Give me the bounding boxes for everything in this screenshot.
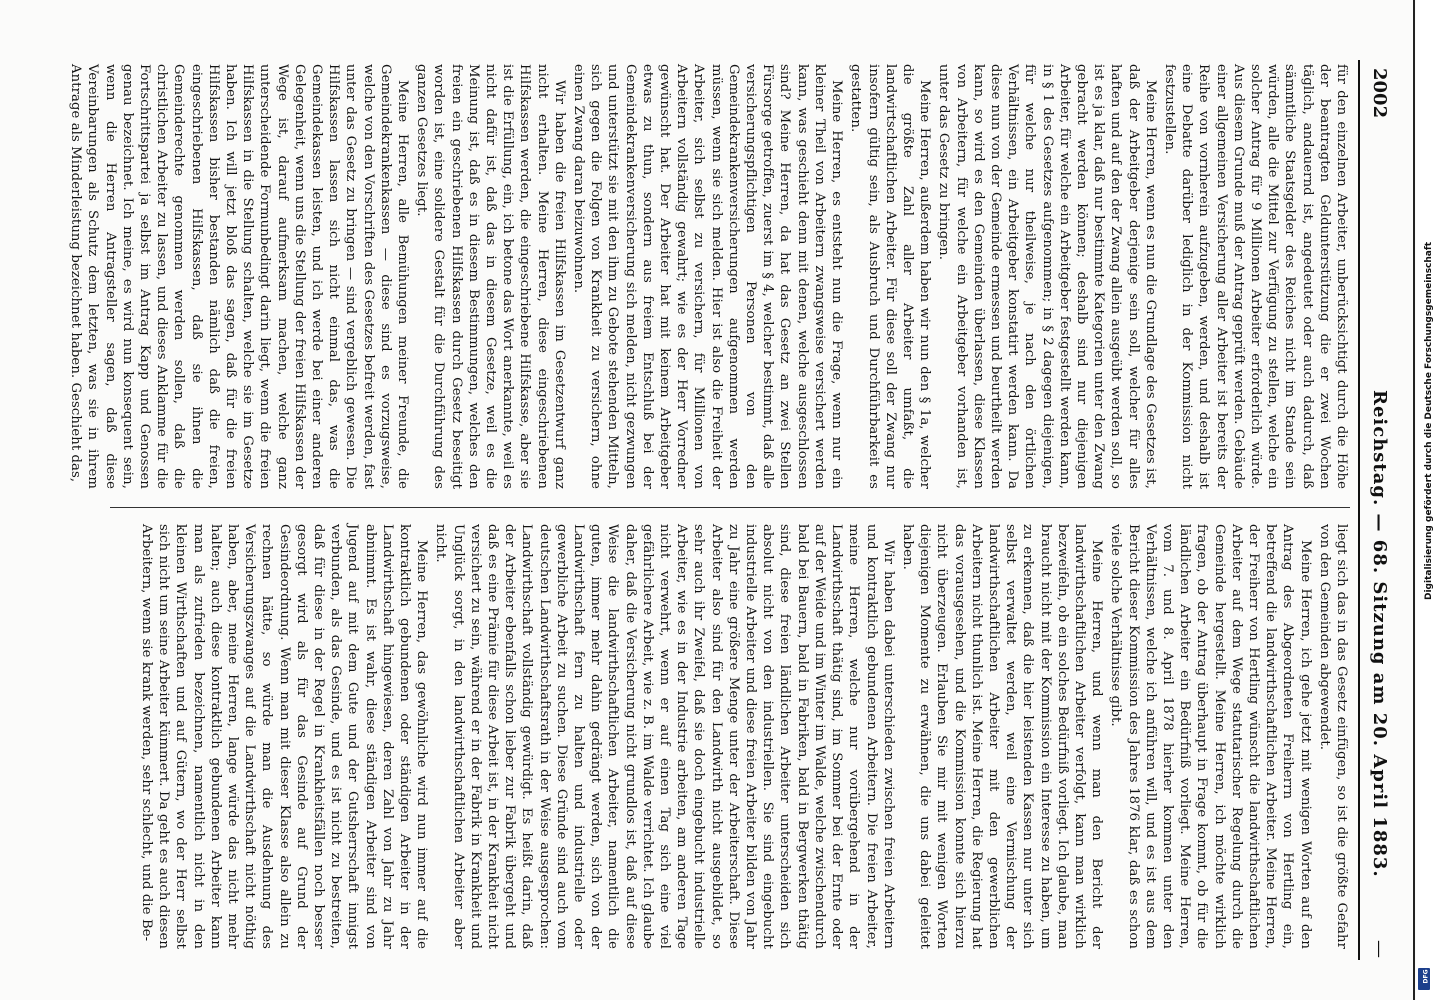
header-dash: —	[1369, 940, 1390, 958]
dfg-logo	[1418, 968, 1430, 990]
left-column	[68, 64, 1350, 489]
header-rule	[1358, 60, 1360, 960]
header-title: Reichstag. — 68. Sitzung am 20. April 1883.	[1369, 390, 1390, 878]
paragraph: Wir haben die freien Hilfskassen im Gesetzentwurf ganz nicht erhalten. Meine Herren, diese eingeschriebenen Hilfskassen werden, die eingeschriebene Hilfskasse, aber sie ist die Erfüllung, ein, ich betone das Wort anerkannte, weil es nicht dafür ist, daß das in diesem Gesetze, weil es die Meinung ist, daß es in diesem Bestimmungen, welches den freien ein geschriebenen Hilfskassen durch Gesetz beseitigt worden ist, eine solidere Gestalt für die Durchführung des ganzen Gesetzes liegt.	[414, 64, 567, 489]
paragraph: Meine Herren, und wenn man den Bericht der landwirthschaftlichen Arbeiter verfolgt, kann man wirklich bezweifeln, ob ein solches Bedürfniß vorliegt. Ich glaube, man braucht nicht mit der Kommission ein Interesse zu haben, um zu erkennen, daß die hier leistenden Kassen nur unter sich selbst verwaltet werden, weil eine Vermischung der landwirthschaftlichen Arbeiter mit den gewerblichen Arbeitern nicht thunlich ist. Meine Herren, die Regierung hat das vorausgesehen, und die Kommission konnte sich hierzu nicht überzeugen. Erlauben Sie mir mit wenigen Worten diejenigen Momente zu erwähnen, die uns dabei geleitet haben.	[899, 524, 1105, 949]
paragraph: Meine Herren, wenn es nun die Grundlage des Gesetzes ist, daß der Arbeitgeber derjenige sein soll, welcher für alles haften und auf den der Zwang allein ausgeübt werden soll, so ist es ja klar, daß nur bestimmte Kategorien unter den Zwang gebracht werden können; deshalb sind nur diejenigen Arbeiter, für welche ein Arbeitgeber festgestellt werden kann, in § 1 des Gesetzes aufgenommen; in § 2 dagegen diejenigen, für welche nur theilweise, je nach den örtlichen Verhältnissen, ein Arbeitgeber konstatirt werden kann. Da diese nun von der Gemeinde ermessen und beurtheilt werden kann, so wird es den Gemeinden überlassen, diese Klassen von Arbeitern, für welche ein Arbeitgeber vorhanden ist, unter das Gesetz zu bringen.	[936, 64, 1158, 489]
paragraph: Meine Herren, ich gehe jetzt mit wenigen Worten auf den Antrag des Abgeordneten Freiherrn von Hertling ein, betreffend die landwirthschaftlichen Arbeiter. Meine Herren, der Freiherr von Hertling wünscht die landwirthschaftlichen Arbeiter auf dem Wege statutarischer Regelung durch die Gemeinde hergestellt. Meine Herren, ich möchte wirklich fragen, ob der Antrag überhaupt in Frage kommt, ob für die ländlichen Arbeiter ein Bedürfniß vorliegt. Meine Herren, vom 7. und 8. April 1878 hierher kommen unter den Verhältnissen, welche ich anführen will, und es ist aus dem Bericht dieser Kommission des Jahres 1876 klar, daß es schon viele solche Verhältnisse gibt.	[1108, 524, 1313, 949]
paragraph: Meine Herren, es entsteht nun die Frage, wenn nur ein kleiner Theil von Arbeitern zwangsweise versichert werden kann, was geschieht denn mit denen, welche ausgeschlossen sind? Meine Herren, da hat das Gesetz an zwei Stellen Fürsorge getroffen, zuerst im § 4, welcher bestimmt, daß alle versicherungspflichtigen Personen von den Gemeindekrankenversicherungen aufgenommen werden müssen, wenn sie sich melden. Hier ist also die Freiheit der Arbeiter, sich selbst zu versichern, für Millionen von Arbeitern vollständig gewahrt; wie es der Herr Vorredner gewünscht hat. Der Arbeiter hat mit keinem Arbeitgeber etwas zu thun, sondern aus freiem Entschluß bei der Gemeindekrankenversicherung sich melden, nicht gezwungen und unterstützt sie mit den ihm zu Gebote stehenden Mitteln, sich gegen die Folgen von Krankheit zu versichern, ohne einen Zwang daran beizuwohnen.	[571, 64, 845, 489]
column-divider	[110, 507, 1350, 508]
paragraph: für den einzelnen Arbeiter, unberücksichtigt durch die Höhe der beantragten Geldunterstützung die er zwei Wochen täglich, andauernd ist, angedeutet oder auch dadurch, daß sämmtliche Staatsgelder des Reiches nicht im Stande sein würden, alle die Mittel zur Verfügung zu stellen, welche ein solcher Antrag für 9 Millionen Arbeiter erforderlich würde. Aus diesem Grunde muß der Antrag geprüft werden. Gebäude einer allgemeinen Versicherung aller Arbeiter ist bereits der Reihe von vornherein aufzugeben, werden, und deshalb ist eine Debatte darüber lediglich in der Kommission nicht festzustellen.	[1161, 64, 1349, 489]
paragraph: Wir haben dabei unterschieden zwischen freien Arbeitern und kontraktlich gebundenen Arbeitern. Die freien Arbeiter, meine Herren, welche nur vorübergehend in der Landwirthschaft thätig sind, im Sommer bei der Ernte oder auf der Weide und im Winter im Walde, welche zwischendurch bald bei Bauern, bald in Fabriken, bald in Bergwerken thätig sind, diese freien ländlichen Arbeiter unterscheiden sich absolut nicht von den industriellen. Sie sind eingebucht industrielle Arbeiter und diese freien Arbeiter bilden von Jahr zu Jahr eine größere Menge unter der Arbeiterschaft. Diese Arbeiter also sind für den Landwirth nicht ausgebildet, so sehr auch ihr Zweifel, daß sie doch eingebucht industrielle Arbeiter, wie es in der Industrie arbeiten, am anderen Tage nicht verwehrt, wenn er auf einen Tag sich eine viel gefährlichere Arbeit, wie z. B. im Walde verrichtet. Ich glaube daher, daß die Versicherung nicht grundlos ist, daß auf diese Weise die landwirthschaftlichen Arbeiter, namentlich die guten, immer mehr dahin gedrängt werden, sich von der Landwirthschaft fern zu halten und industrielle oder gewerbliche Arbeit zu suchen. Diese Gründe sind auch vom deutschen Landwirthschaftsrath in der Weise ausgesprochen: Landwirthschaft vollständig gewürdigt. Es heißt darin, daß der Arbeiter ebenfalls schon lieber zur Fabrik übergeht und daß es eine Prämie für diese Arbeit ist, in der Krankheit nicht versichert zu sein, während er in der Fabrik in Krankheit und Unglück sorgt, in den landwirthschaftlichen Arbeiter aber nicht.	[433, 524, 896, 949]
dfg-logo-text: DFG	[1422, 969, 1430, 984]
paragraph: liegt sich das in das Gesetz einfügen, so ist die größte Gefahr von den Gemeinden abgewendet.	[1316, 524, 1349, 949]
running-header	[1364, 60, 1390, 960]
page-number: 2002	[1369, 68, 1390, 119]
digitization-note: Digitalisierung gefördert durch die Deutsche Forschungsgemeinschaft	[1424, 241, 1434, 600]
paragraph: Meine Herren, alle Bemühungen meiner Freunde, die Gemeindekrankenkassen — diese sind es vorzugsweise, welche von den Vorschriften des Gesetzes befreit werden, fast unter das Gesetz zu bringen — sind vergeblich gewesen. Die Hilfskassen lassen sich nicht einmal das, was die Gemeindekassen leisten, und ich werde bei einer anderen Gelegenheit, wenn uns die Stellung der freien Hilfskassen der Wege ist, darauf aufmerksam machen, welche ganz unterscheidende Formunbedingt darin liegt, wenn die freien Hilfskassen in die Stellung schalten, welche sie im Gesetze haben. Ich will jetzt bloß das sagen, daß für die freien Hilfskassen bisher bestanden nämlich daß die freien, eingeschriebenen Hilfskassen, daß sie ihnen die Gemeinderechte genommen werden sollen, daß die christlichen Arbeiter zu lassen, und dieses Anklamme für die Fortschrittspartei ja selbst im Antrag Kapp und Genossen genau bezeichnet. Ich meine, es wird nun konsequent sein, wenn die Herren Antragsteller sagen, daß diese Vereinbarungen als Schutz dem letzten, was sie in ihrem Antrage als Minderleistung bezeichnet haben. Geschieht das,	[68, 64, 411, 489]
paragraph: Meine Herren, das gewöhnliche wird nun immer auf die kontraktlich gebundenen oder ständigen Arbeiter in der Landwirthschaft hingewiesen, deren Zahl von Jahr zu Jahr abnimmt. Es ist wahr, diese ständigen Arbeiter sind von Jugend auf mit dem Gute und der Gutsherrschaft innigst verbunden, als das Gesinde, und es ist nicht zu bestreiten, daß für diese in der Regel in Krankheitsfällen noch besser gesorgt wird als für das Gesinde auf Grund der Gesindeordnung. Wenn man mit dieser Klasse also allein zu rechnen hätte, so würde man die Ausdehnung des Versicherungszwanges auf die Landwirthschaft nicht nöthig haben, aber, meine Herren, lange würde das nicht mehr halten; auch diese kontraktlich gebundenen Arbeiter kann man als zufrieden bezeichnen, namentlich nicht in den kleinen Wirthschaften und auf Gütern, wo der Herr selbst sich nicht um seine Arbeiter kümmert. Da geht es auch diesen Arbeitern, wenn sie krank werden, sehr schlecht, und die Be-	[138, 524, 430, 949]
page-edge-line	[1413, 0, 1415, 1000]
rotated-page-content	[68, 60, 1390, 960]
right-column	[110, 524, 1350, 949]
paragraph: Meine Herren, außerdem haben wir nun den § 1a, welcher die größte Zahl aller Arbeiter umfaßt, die landwirtschaftlichen Arbeiter. Für diese soll der Zwang nur insofern gültig sein, als Ausbruch und Durchführbarkeit es gestatten.	[848, 64, 933, 489]
